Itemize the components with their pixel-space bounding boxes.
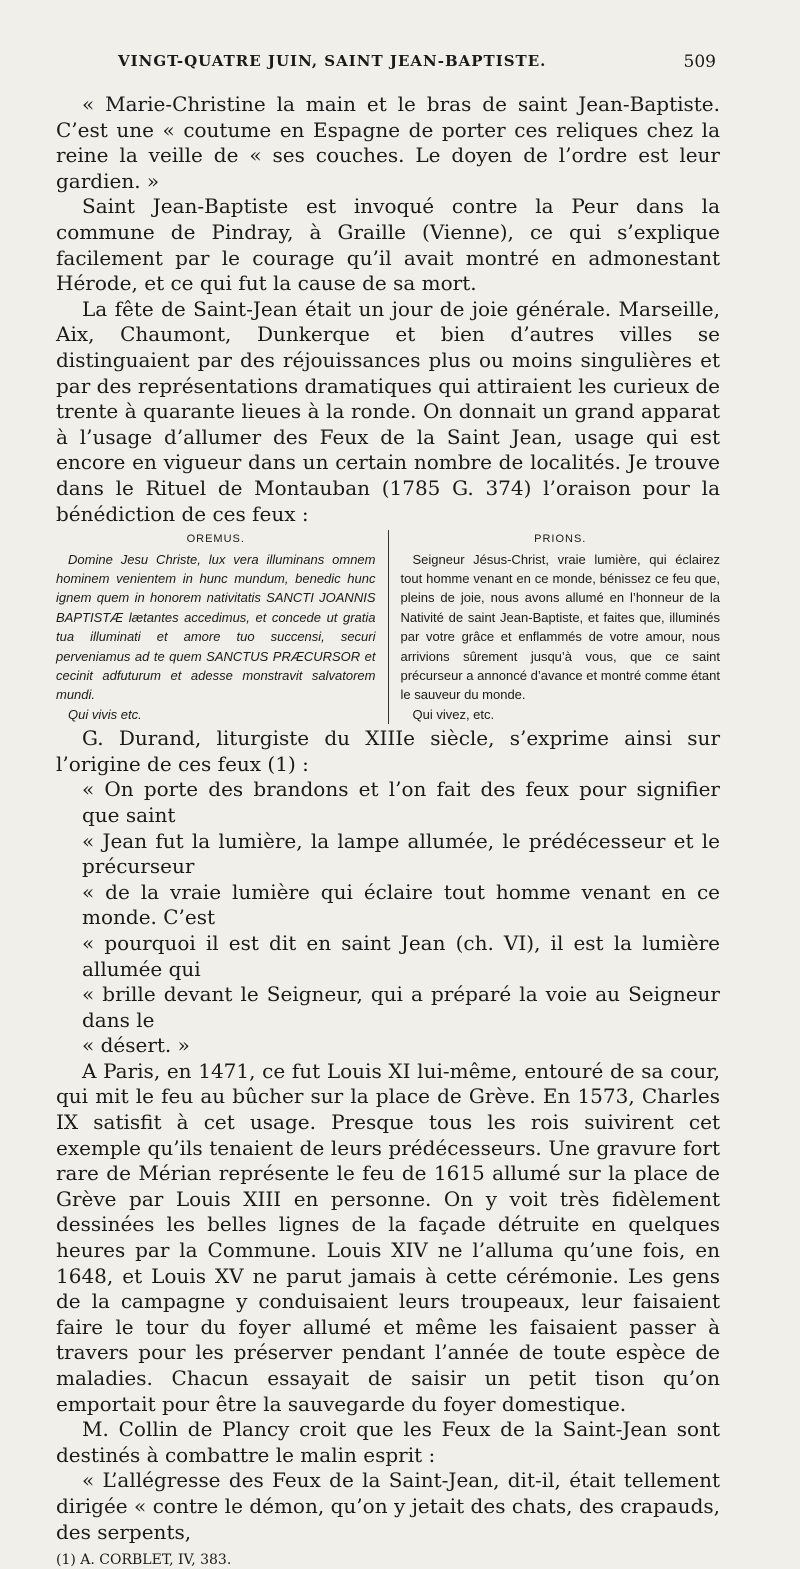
footnote: (1) A. CORBLET, IV, 383. xyxy=(56,1552,232,1569)
french-heading: PRIONS. xyxy=(534,533,587,546)
french-text: Seigneur Jésus-Christ, vraie lumière, qui éclairez tout homme venant en ce monde, bénissez ce feu que, pleins de joie, nous avons allumé en l’honneur de la Nativité de saint Jean-Baptiste, et faites que, illuminés par votre grâce et enflammés de votre amour, nous arrivions sûrement jusqu’à vous, que ce saint précurseur a annoncé d’avance et montré comme étant le sauveur du monde. xyxy=(400,551,720,703)
paragraph-allegresse: « L’allégresse des Feux de la Saint-Jean, dit-il, était tellement dirigée « contre le démon, qu’on y jetait des chats, des crapauds, des serpents, xyxy=(56,1468,720,1544)
paragraph-paris: A Paris, en 1471, ce fut Louis XI lui-même, entouré de sa cour, qui mit le feu au bûcher sur la place de Grève. En 1573, Charles IX satisfit à cet usage. Presque tous les rois suivirent cet exemple qu’ils tenaient de leurs prédécesseurs. Une gravure fort rare de Mérian représente le feu de 1615 allumé sur la place de Grève par Louis XIII en personne. On y voit très fidèlement dessinées les belles lignes de la façade détruite en quelques heures par la Commune. Louis XIV ne l’alluma qu’une fois, en 1648, et Louis XV ne parut jamais à cette cérémonie. Les gens de la campagne y conduisaient leurs troupeaux, leur faisaient faire le tour du foyer allumé et même les faisaient passer à travers pour les préserver pendant l’année de toute espèce de maladies. Chacun essayait de saisir un petit tison qu’on emportait pour être la sauvegarde du foyer domestique. xyxy=(56,1058,720,1416)
quote-line: « désert. » xyxy=(82,1033,190,1058)
quote-line: « On porte des brandons et l’on fait des feux pour signifier que saint xyxy=(82,777,720,827)
running-title: VINGT-QUATRE JUIN, SAINT JEAN-BAPTISTE. xyxy=(118,52,547,70)
paragraph-fete: La fête de Saint-Jean était un jour de joie générale. Marseille, Aix, Chaumont, Dunkerque et bien d’autres villes se distinguaient par des réjouissances plus ou moins singulières et par des représentations dramatiques qui attiraient les curieux de trente à quarante lieues à la ronde. On donnait un grand apparat à l’usage d’allumer des Feux de la Saint Jean, usage qui est encore en vigueur dans un certain nombre de localités. Je trouve dans le Rituel de Montauban (1785 G. 374) l’oraison pour la bénédiction de ces feux : xyxy=(56,296,720,526)
paragraph-marie-christine: « Marie-Christine la main et le bras de saint Jean-Baptiste. C’est une « coutume en Espagne de porter ces reliques chez la reine la veille de « ses couches. Le doyen de l’ordre est leur gardien. » xyxy=(56,92,720,193)
quote-line: « pourquoi il est dit en saint Jean (ch. VI), il est la lumière allumée qui xyxy=(82,930,720,981)
page-number: 509 xyxy=(683,52,716,72)
paragraph-collin: M. Collin de Plancy croit que les Feux de la Saint-Jean sont destinés à combattre le malin esprit : xyxy=(56,1417,720,1467)
paragraph-durand: G. Durand, liturgiste du XIIIe siècle, s’exprime ainsi sur l’origine de ces feux (1) : xyxy=(56,726,720,776)
french-closing: Qui vivez, etc. xyxy=(412,706,495,722)
prayer-columns xyxy=(56,530,720,724)
text-body xyxy=(56,92,720,1569)
latin-closing: Qui vivis etc. xyxy=(68,706,142,722)
french-prayer xyxy=(389,530,721,724)
page-header xyxy=(118,52,716,78)
latin-heading: OREMUS. xyxy=(186,533,245,546)
quote-line: « Jean fut la lumière, la lampe allumée, le prédécesseur et le précurseur xyxy=(82,828,720,879)
quote-line: « de la vraie lumière qui éclaire tout homme venant en ce monde. C’est xyxy=(82,879,720,930)
durand-quote xyxy=(56,777,720,1059)
quote-line: « brille devant le Seigneur, qui a préparé la voie au Seigneur dans le xyxy=(82,982,720,1032)
latin-text: Domine Jesu Christe, lux vera illuminans omnem hominem venientem in hunc mundum, benedic hunc ignem quem in honorem nativitatis SANCTI JOANNIS BAPTISTÆ lætantes accedimus, et concede ut gratia tua illuminati et amore tuo succensi, securi perveniamus ad te quem SANCTUS PRÆCURSOR et cecinit adfuturum et adesse monstravit salvatorem mundi. xyxy=(56,551,376,703)
paragraph-peur: Saint Jean-Baptiste est invoqué contre la Peur dans la commune de Pindray, à Graille (Vienne), ce qui s’explique facilement par le courage qu’il avait montré en admonestant Hérode, et ce qui fut la cause de sa mort. xyxy=(56,194,720,296)
latin-prayer xyxy=(56,530,389,724)
